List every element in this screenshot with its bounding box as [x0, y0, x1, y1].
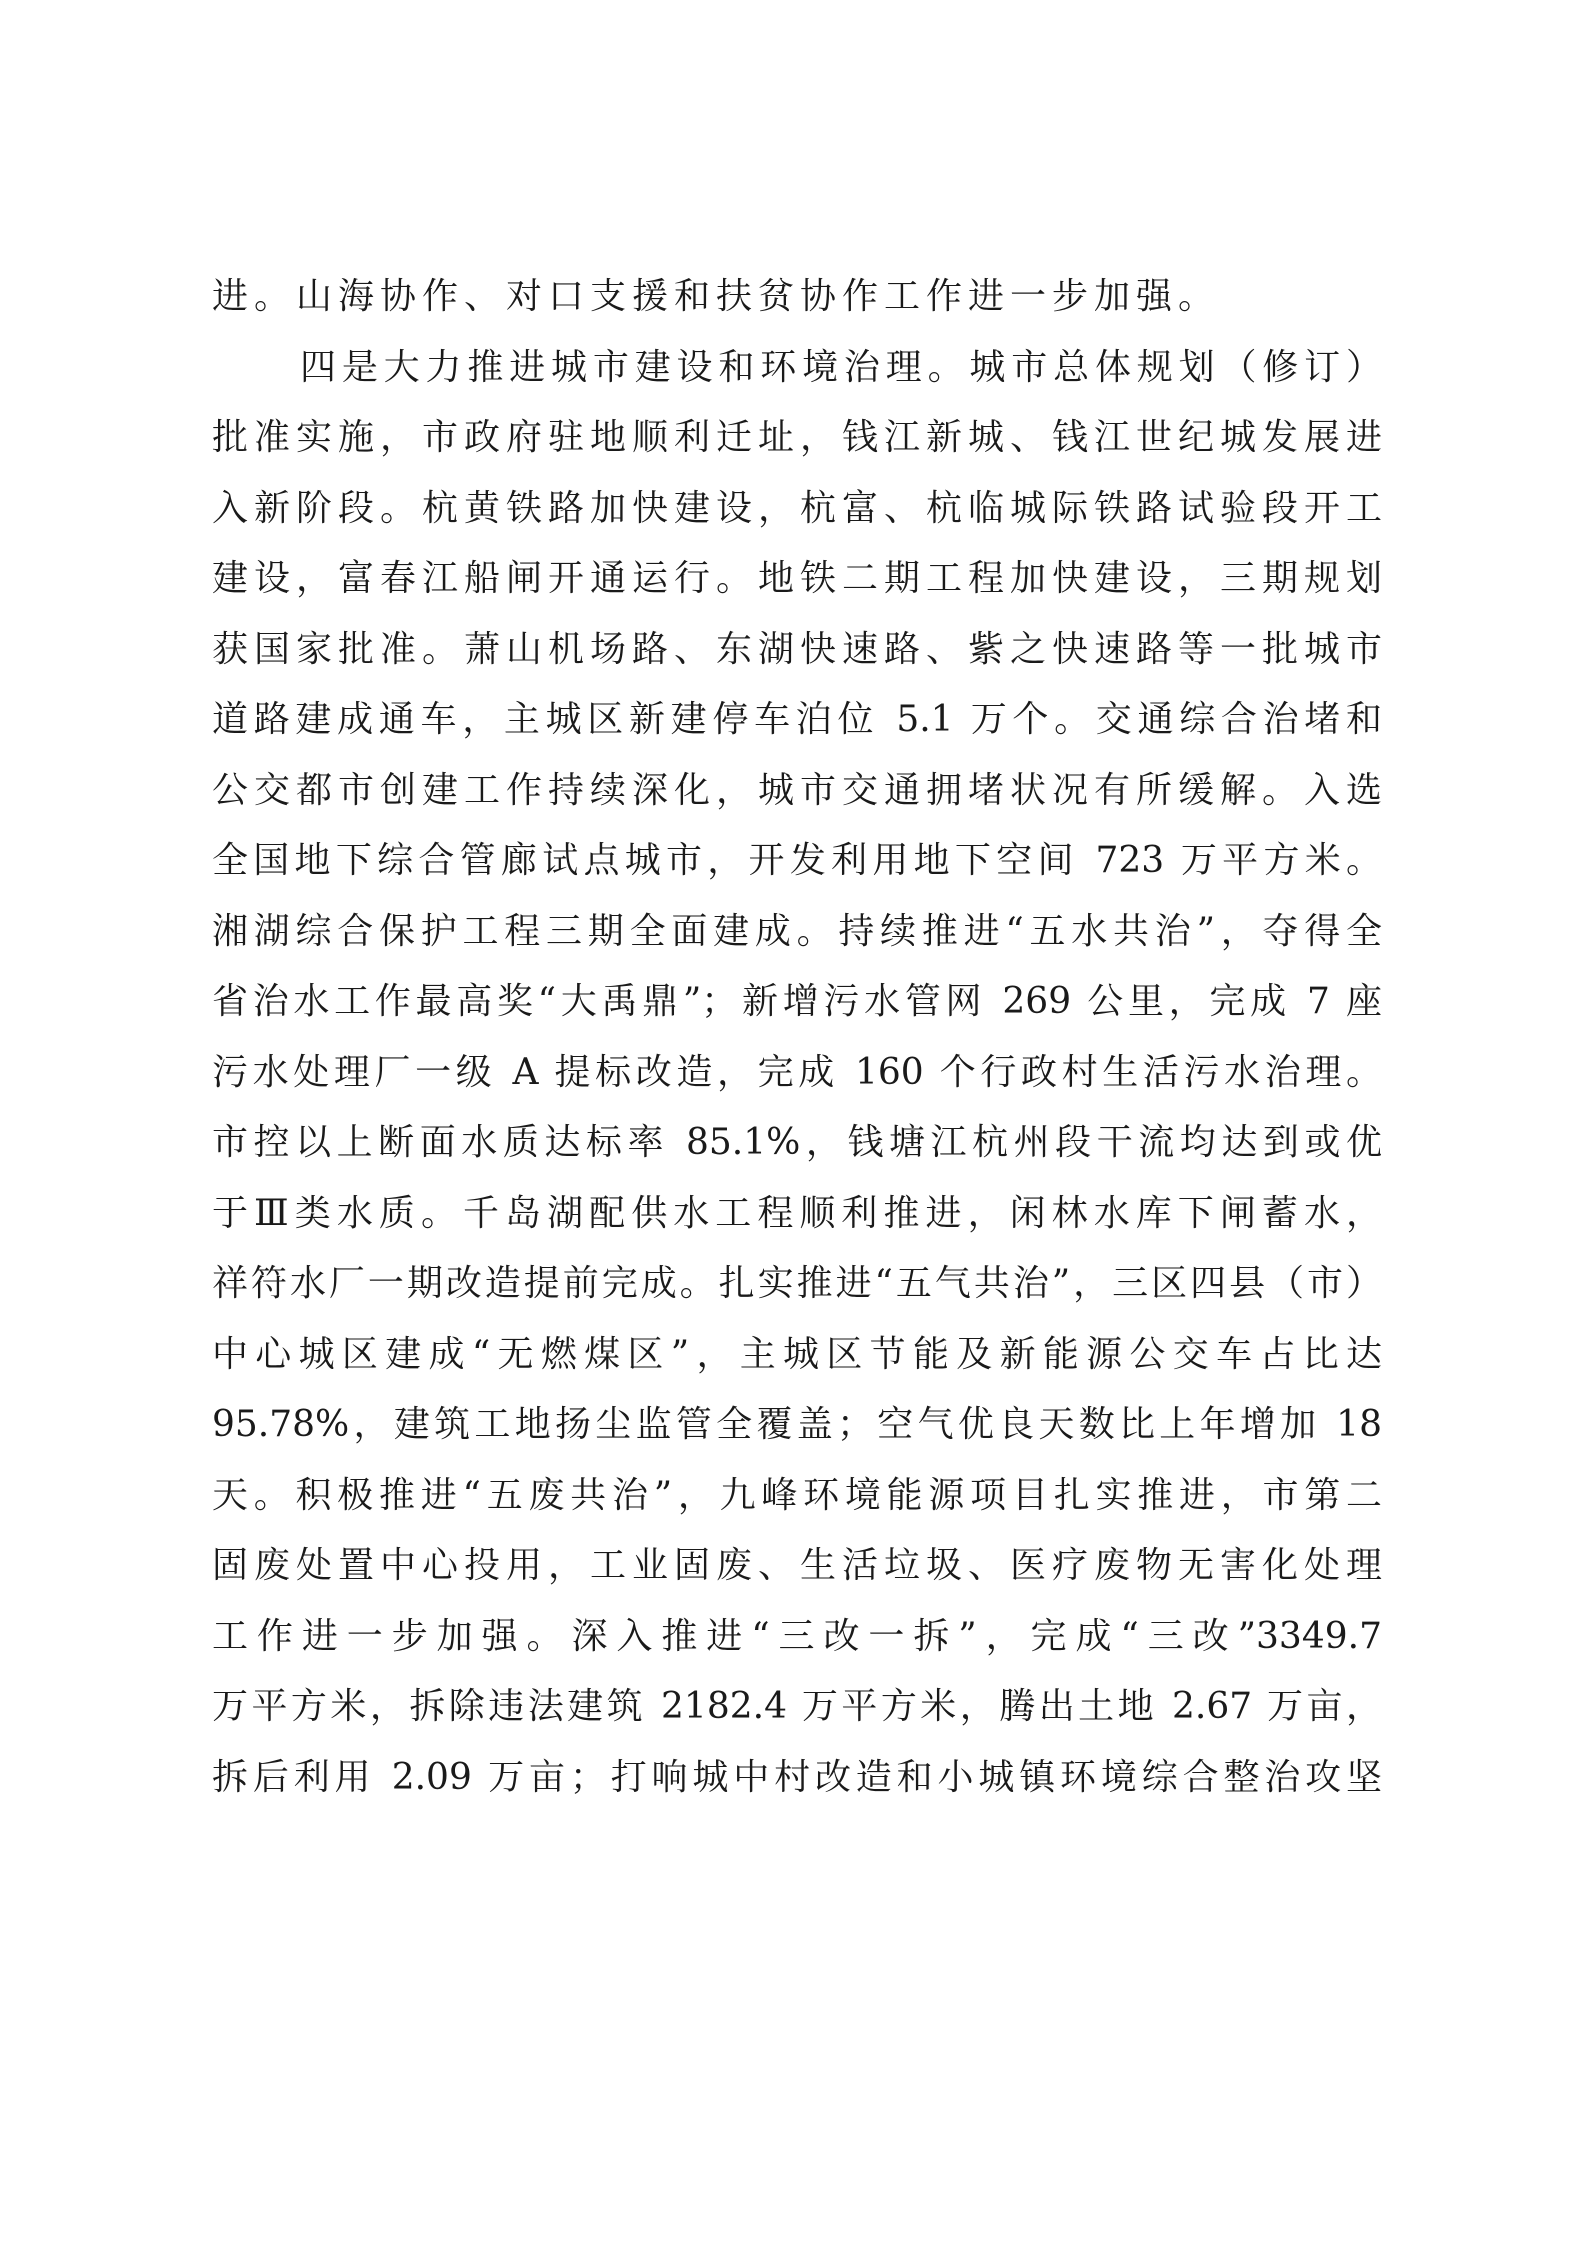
- body-text: [212, 262, 1382, 1813]
- text-line: 进。山海协作、对口支援和扶贫协作工作进一步加强。: [212, 276, 1221, 317]
- text-line: 公交都市创建工作持续深化，城市交通拥堵状况有所缓解。入选: [212, 769, 1382, 811]
- text-line: 市控以上断面水质达标率 85.1%，钱塘江杭州段干流均达到或优: [212, 1122, 1382, 1163]
- text-line: 全国地下综合管廊试点城市，开发利用地下空间 723 万平方米。: [212, 840, 1382, 881]
- text-line: 建设，富春江船闸开通运行。地铁二期工程加快建设，三期规划: [212, 558, 1382, 599]
- text-line: 祥符水厂一期改造提前完成。扎实推进“五气共治”，三区四县（市）: [212, 1263, 1382, 1304]
- text-line: 于Ⅲ类水质。千岛湖配供水工程顺利推进，闲林水库下闸蓄水，: [212, 1192, 1382, 1234]
- text-line: 95.78%，建筑工地扬尘监管全覆盖；空气优良天数比上年增加 18: [212, 1404, 1382, 1445]
- text-line: 天。积极推进“五废共治”，九峰环境能源项目扎实推进，市第二: [212, 1474, 1382, 1516]
- text-line: 中心城区建成“无燃煤区”，主城区节能及新能源公交车占比达: [212, 1333, 1382, 1375]
- text-line: 万平方米，拆除违法建筑 2182.4 万平方米，腾出土地 2.67 万亩，: [212, 1686, 1382, 1727]
- text-line: 批准实施，市政府驻地顺利迁址，钱江新城、钱江世纪城发展进: [212, 417, 1382, 458]
- text-line: 湘湖综合保护工程三期全面建成。持续推进“五水共治”，夺得全: [212, 910, 1382, 952]
- text-line: 拆后利用 2.09 万亩；打响城中村改造和小城镇环境综合整治攻坚: [212, 1756, 1382, 1798]
- text-line: 道路建成通车，主城区新建停车泊位 5.1 万个。交通综合治堵和: [212, 699, 1382, 740]
- text-line: 污水处理厂一级 A 提标改造，完成 160 个行政村生活污水治理。: [212, 1051, 1382, 1093]
- text-line: 工作进一步加强。深入推进“三改一拆”，完成“三改”3349.7: [212, 1615, 1382, 1657]
- text-line: 入新阶段。杭黄铁路加快建设，杭富、杭临城际铁路试验段开工: [212, 487, 1382, 529]
- text-line: 获国家批准。萧山机场路、东湖快速路、紫之快速路等一批城市: [212, 628, 1382, 670]
- text-line: 省治水工作最高奖“大禹鼎”；新增污水管网 269 公里，完成 7 座: [212, 981, 1382, 1022]
- text-line: 四是大力推进城市建设和环境治理。城市总体规划（修订）: [300, 346, 1382, 388]
- text-line: 固废处置中心投用，工业固废、生活垃圾、医疗废物无害化处理: [212, 1545, 1382, 1586]
